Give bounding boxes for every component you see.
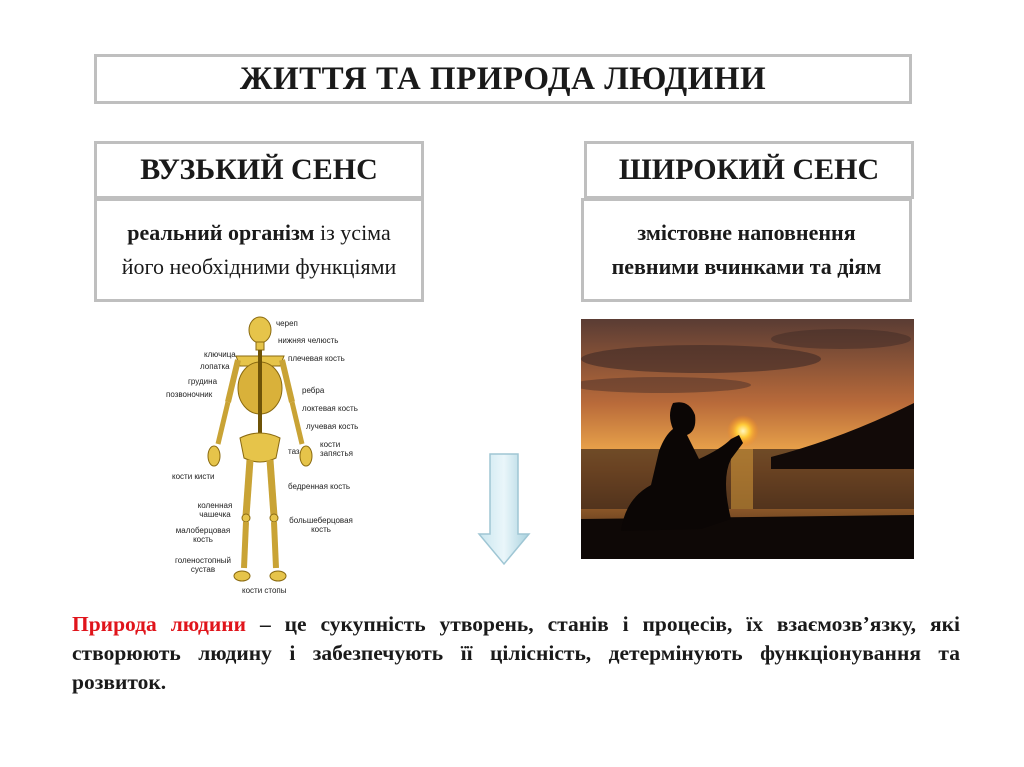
- label-jaw: нижняя челюсть: [278, 336, 339, 345]
- label-pelvis: таз: [288, 447, 300, 456]
- definition-text: – це сукупність утворень, станів і процесів, їх взаємозв’язку, які створюють людину і забезпечують її цілісність, детермінують функціонування та розвиток.: [72, 612, 960, 694]
- label-hand-bones: кости кисти: [172, 472, 215, 481]
- label-ankle: голеностопный сустав: [175, 556, 231, 574]
- sunset-image: [581, 319, 914, 559]
- broad-sense-definition: змістовне наповнення певними вчинками та діям: [581, 198, 912, 302]
- human-nature-definition: [72, 610, 960, 697]
- label-sternum: грудина: [188, 377, 218, 386]
- broad-sense-heading: ШИРОКИЙ СЕНС: [584, 141, 914, 199]
- skeleton-illustration: [160, 316, 390, 596]
- label-radius: лучевая кость: [306, 422, 359, 431]
- sunset-photo: [581, 319, 914, 559]
- label-skull: череп: [276, 319, 298, 328]
- label-fibula: малоберцовая кость: [175, 526, 231, 544]
- label-patella: коленная чашечка: [197, 501, 233, 519]
- label-spine: позвоночник: [166, 390, 213, 399]
- narrow-sense-def-rest: із усіма його необхідними функціями: [121, 220, 397, 279]
- slide-title: ЖИТТЯ ТА ПРИРОДА ЛЮДИНИ: [94, 54, 912, 104]
- label-scapula: лопатка: [200, 362, 230, 371]
- label-humerus: плечевая кость: [288, 354, 345, 363]
- label-femur: бедренная кость: [288, 482, 351, 491]
- down-arrow-icon: [477, 452, 531, 567]
- label-wrist: кости запястья: [320, 440, 353, 458]
- label-clavicle: ключица: [204, 350, 236, 359]
- label-foot: кости стопы: [242, 586, 287, 595]
- label-ulna: локтевая кость: [302, 404, 358, 413]
- narrow-sense-definition: [94, 198, 424, 302]
- narrow-sense-def-bold: реальний організм: [127, 220, 315, 245]
- narrow-sense-heading: ВУЗЬКИЙ СЕНС: [94, 141, 424, 199]
- definition-term: Природа людини: [72, 612, 247, 636]
- label-ribs: ребра: [302, 386, 325, 395]
- label-tibia: большеберцовая кость: [289, 516, 353, 534]
